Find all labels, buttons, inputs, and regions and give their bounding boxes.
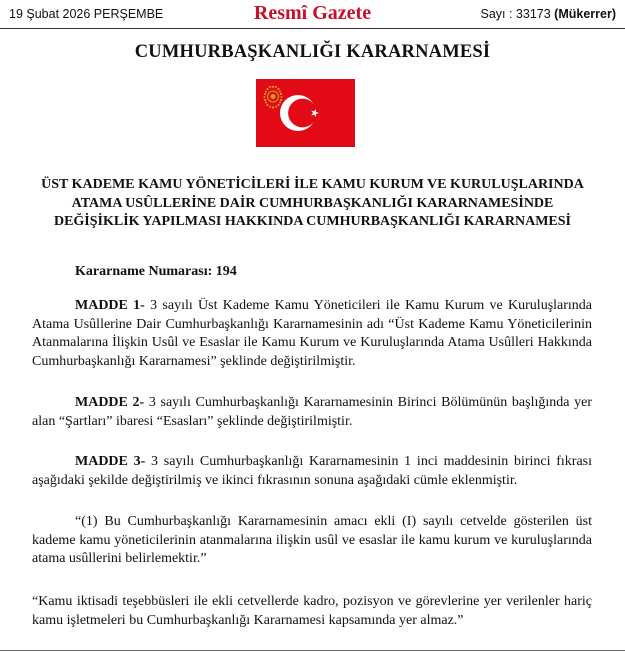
article-1: [32, 297, 592, 371]
issue-date: 19 Şubat 2026 PERŞEMBE: [9, 7, 164, 21]
quoted-paragraph-2: [32, 593, 592, 630]
article-2-text: 3 sayılı Cumhurbaşkanlığı Kararnamesinin Birinci Bölümünün başlığında yer alan “Şartları” ibaresi “Esasları” şeklinde değiştirilmiştir.: [32, 395, 593, 429]
decree-number: Kararname Numarası: 194: [75, 264, 237, 279]
article-3: [32, 453, 592, 490]
article-1-text: 3 sayılı Üst Kademe Kamu Yöneticileri ile Kamu Kurum ve Kuruluşlarında Atama Usûllerine Dair Cumhurbaşkanlığı Kararnamesinin adı “Üst Kademe Kamu Yöneticilerinin Atanmalarına İlişkin Usûl ve Esaslar ile Kamu Kurum ve Kuruluşlarında Atama Usûlleri Hakkında Cumhurbaşkanlığı Kararnamesi” şeklinde değiştirilmiştir.: [32, 298, 593, 369]
presidential-flag-icon: [256, 79, 355, 147]
article-3-text: 3 sayılı Cumhurbaşkanlığı Kararnamesinin 1 inci maddesinin birinci fıkrası aşağıdaki şekilde değiştirilmiş ve ikinci fıkrasının sonuna aşağıdaki cümle eklenmiştir.: [32, 454, 592, 488]
quote-1-text: “(1) Bu Cumhurbaşkanlığı Kararnamesinin amacı ekli (I) sayılı cetvelde gösterilen üst kademe kamu yöneticilerinin atanmalarına ilişkin usûl ve esaslar ile kamu kurum ve kuruluşlarında atama usûllerini belirlemektir.”: [32, 514, 592, 566]
article-3-label: MADDE 3-: [75, 454, 146, 469]
bottom-divider: [0, 650, 625, 651]
article-2: [32, 394, 592, 431]
gazette-header: [0, 0, 625, 29]
article-2-label: MADDE 2-: [75, 395, 145, 410]
issue-extra: (Mükerrer): [554, 7, 616, 21]
quoted-paragraph-1: [32, 513, 592, 569]
document-type-title: CUMHURBAŞKANLIĞI KARARNAMESİ: [134, 42, 491, 62]
article-1-label: MADDE 1-: [75, 298, 145, 313]
issue-label: Sayı : 33173: [480, 7, 551, 21]
issue-number: [480, 7, 616, 21]
quote-2-text: “Kamu iktisadi teşebbüsleri ile ekli cetvellerde kadro, pozisyon ve görevlerine yer verilenler hariç kamu işletmeleri bu Cumhurbaşkanlığı Kararnamesi kapsamında yer almaz.”: [32, 594, 592, 628]
decree-title: ÜST KADEME KAMU YÖNETİCİLERİ İLE KAMU KURUM VE KURULUŞLARINDA ATAMA USÛLLERİNE DAİR CUMHURBAŞKANLIĞI KARARNAMESİNDE DEĞİŞİKLİK YAPILMASI HAKKINDA CUMHURBAŞKANLIĞI KARARNAMESİ: [41, 177, 584, 229]
gazette-name: Resmî Gazete: [253, 2, 372, 24]
